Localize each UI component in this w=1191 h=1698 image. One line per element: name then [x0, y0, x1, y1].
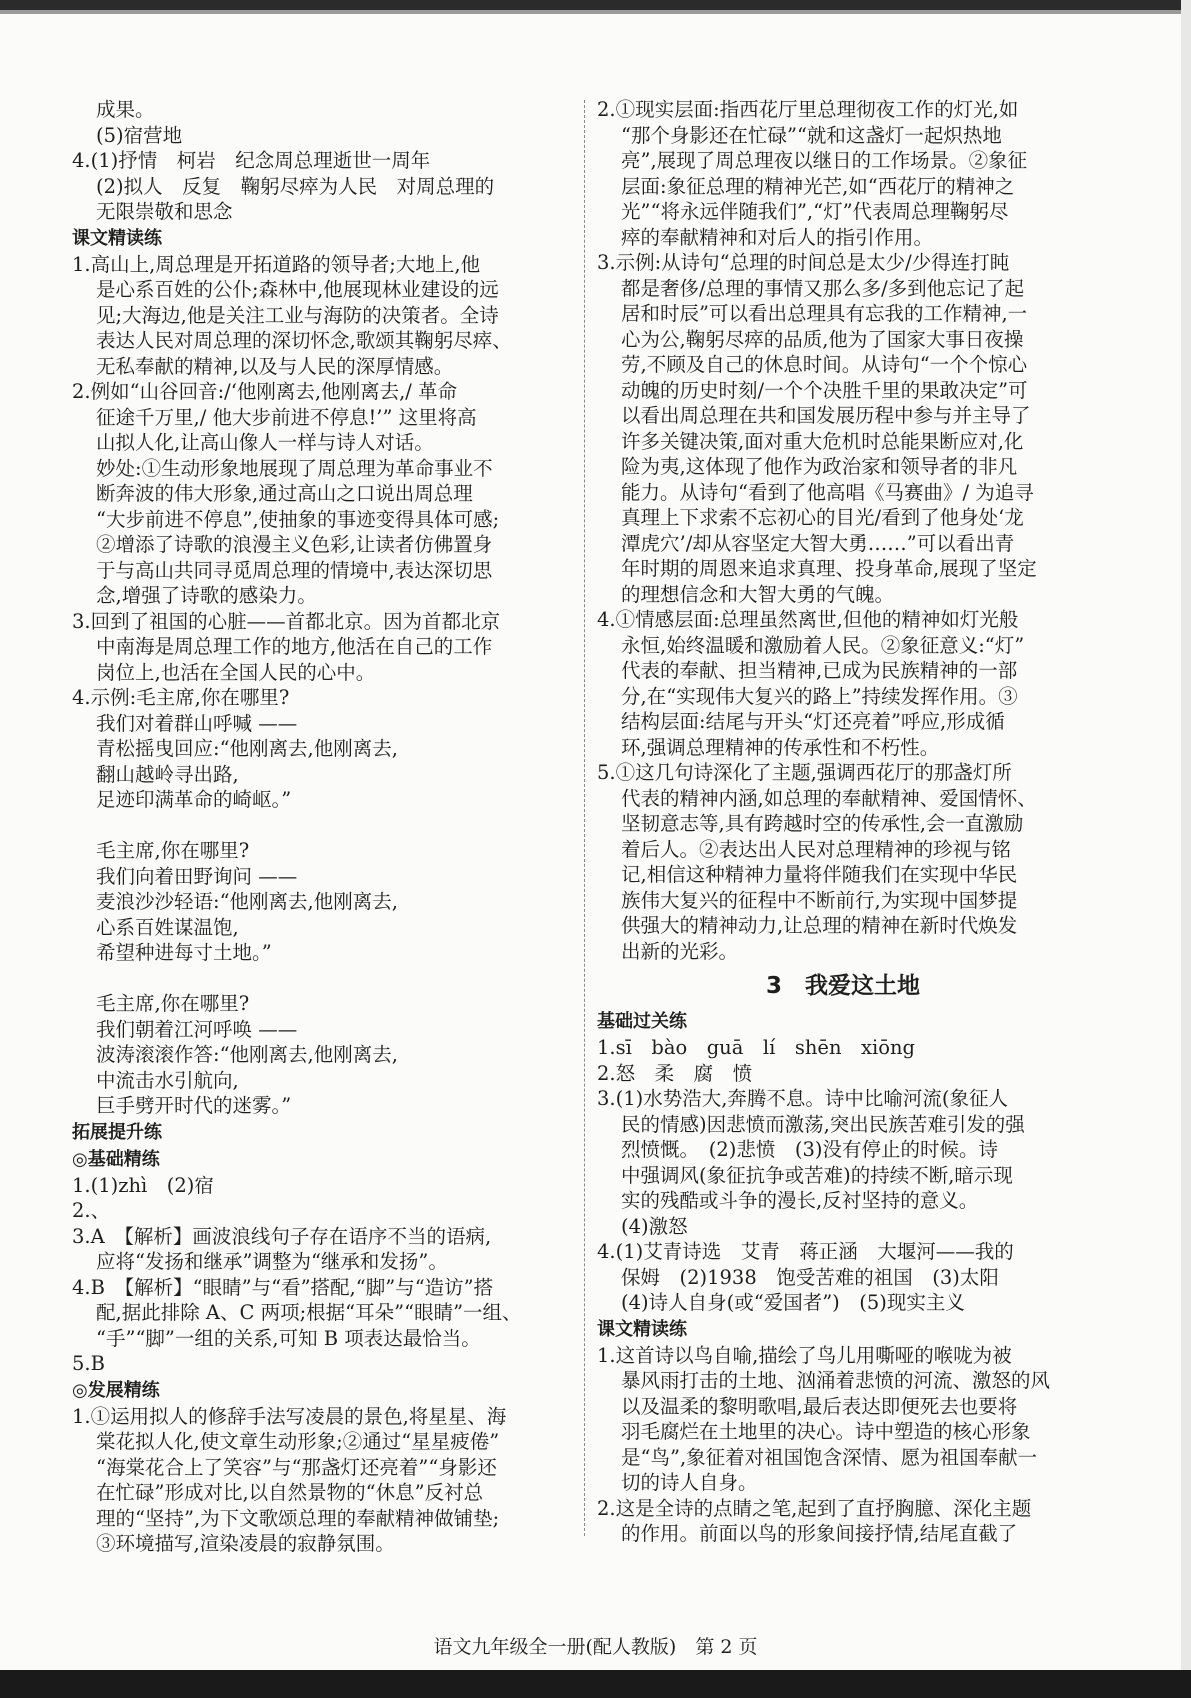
text-line: 断奔波的伟大形象,通过高山之口说出周总理 — [96, 482, 473, 505]
text-line: 1.这首诗以鸟自喻,描绘了鸟儿用嘶哑的喉咙为被 — [597, 1343, 1012, 1367]
text-line: 是心系百姓的公仆;森林中,他展现林业建设的远 — [96, 278, 499, 301]
left-column — [72, 97, 572, 1557]
text-line: 2.例如“山谷回音:/‘他刚离去,他刚离去,/ 革命 — [72, 380, 458, 403]
text-line: 配,据此排除 A、C 两项;根据“耳朵”“眼睛”一组、 — [96, 1301, 522, 1324]
text-line: 代表的奉献、担当精神,已成为民族精神的一部 — [621, 659, 1018, 682]
text-line: ②增添了诗歌的浪漫主义色彩,让读者仿佛置身 — [96, 533, 493, 556]
text-line: 1.①运用拟人的修辞手法写凌晨的景色,将星星、海 — [72, 1404, 507, 1428]
text-line: 在忙碌”形成对比,以自然景物的“休息”反衬总 — [96, 1481, 484, 1504]
text-line: 妙处:①生动形象地展现了周总理为革命事业不 — [96, 456, 493, 480]
text-line: 永恒,始终温暖和激励着人民。②象征意义:“灯” — [621, 633, 1025, 657]
text-line: 3.A 【解析】画波浪线句子存在语序不当的语病, — [72, 1224, 492, 1248]
text-line: 无限崇敬和思念 — [96, 200, 233, 223]
text-line: 3.示例:从诗句“总理的时间总是太少/少得连打盹 — [597, 251, 1010, 274]
text-line: 我们对着群山呼喊 —— — [96, 711, 298, 735]
text-line: 以及温柔的黎明歌唱,最后表达即便死去也要将 — [621, 1394, 1018, 1418]
text-line: 羽毛腐烂在土地里的决心。诗中塑造的核心形象 — [621, 1420, 1031, 1443]
text-line: 供强大的精神动力,让总理的精神在新时代焕发 — [621, 914, 1018, 937]
text-line: 2.这是全诗的点睛之笔,起到了直抒胸臆、深化主题 — [597, 1496, 1032, 1520]
text-line: 坚韧意志等,具有跨越时空的传承性,会一直激励 — [621, 812, 1024, 835]
text-line: 毛主席,你在哪里? — [96, 992, 250, 1015]
text-line: 民的情感)因悲愤而激荡,突出民族苦难引发的强 — [621, 1112, 1025, 1136]
text-line: 居和时辰”可以看出总理具有忘我的工作精神,一 — [621, 302, 1028, 325]
text-line: “那个身影还在忙碌”“就和这盏灯一起炽热地 — [621, 123, 1002, 147]
text-line: (2)拟人 反复 鞠躬尽瘁为人民 对周总理的 — [96, 174, 495, 198]
text-line: 棠花拟人化,使文章生动形象;②通过“星星疲倦” — [96, 1430, 500, 1453]
text-line: 2.①现实层面:指西花厅里总理彻夜工作的灯光,如 — [597, 98, 1019, 121]
text-line: 的理想信念和大智大勇的气魄。 — [621, 582, 895, 606]
text-line: 暴风雨打击的土地、汹涌着悲愤的河流、激怒的风 — [621, 1369, 1051, 1392]
text-line: 1.高山上,周总理是开拓道路的领导者;大地上,他 — [72, 252, 481, 276]
text-line: 山拟人化,让高山像人一样与诗人对话。 — [96, 431, 434, 454]
text-line: 见;大海边,他是关注工业与海防的决策者。全诗 — [96, 303, 499, 327]
text-line: 4.①情感层面:总理虽然离世,但他的精神如灯光般 — [597, 608, 1019, 631]
stanza-gap — [72, 966, 572, 992]
text-line: 1.sī bào guā lí shēn xiōng — [597, 1036, 916, 1059]
text-line: 中南海是周总理工作的地方,他活在自己的工作 — [96, 635, 493, 658]
scan-top-edge — [0, 0, 1191, 10]
text-line: 2.、 — [72, 1199, 111, 1222]
text-line: 3.(1)水势浩大,奔腾不息。诗中比喻河流(象征人 — [597, 1087, 1009, 1110]
text-line: 理的“坚持”,为下文歌颂总理的奉献精神做铺垫; — [96, 1506, 500, 1530]
text-line: 族伟大复兴的征程中不断前行,为实现中国梦提 — [621, 888, 1018, 912]
text-line: 真理上下求索不忘初心的目光/看到了他身处‘龙 — [621, 506, 1024, 529]
text-line: 应将“发扬和继承”调整为“继承和发扬”。 — [96, 1250, 448, 1273]
text-line: 希望种进每寸土地。” — [96, 941, 272, 964]
text-line: 2.怒 柔 腐 愤 — [597, 1061, 753, 1085]
text-line: 层面:象征总理的精神光芒,如“西花厅的精神之 — [621, 174, 1015, 198]
text-line: 出新的光彩。 — [621, 939, 739, 963]
text-line: 3.回到了祖国的心脏——首都北京。因为首都北京 — [72, 609, 501, 633]
text-line: (5)宿营地 — [96, 123, 183, 147]
section-heading: 基础过关练 — [597, 1011, 687, 1032]
text-line: 4.B 【解析】“眼睛”与“看”搭配,“脚”与“造访”搭 — [72, 1275, 494, 1299]
text-line: 险为夷,这体现了他作为政治家和领导者的非凡 — [621, 455, 1018, 478]
text-line: 成果。 — [96, 98, 155, 121]
text-line: 中强调风(象征抗争或苦难)的持续不断,暗示现 — [621, 1163, 1013, 1187]
stanza-gap — [72, 813, 572, 839]
text-line: 瘁的奉献精神和对后人的指引作用。 — [621, 225, 934, 249]
scan-bottom-edge — [0, 1670, 1191, 1698]
column-divider — [584, 100, 585, 1536]
text-line: 岗位上,也活在全国人民的心中。 — [96, 660, 376, 684]
text-line: 征途千万里,/ 他大步前进不停息!’” 这里将高 — [96, 405, 477, 429]
text-line: 以看出周总理在共和国发展历程中参与并主导了 — [621, 404, 1031, 427]
text-line: 心系百姓谋温饱, — [96, 915, 239, 939]
text-line: 心为公,鞠躬尽瘁的品质,他为了国家大事日夜操 — [621, 327, 1024, 351]
text-line: 于与高山共同寻觅周总理的情境中,表达深切思 — [96, 558, 493, 582]
text-line: 我们朝着江河呼唤 —— — [96, 1017, 298, 1041]
section-heading: 课文精读练 — [597, 1318, 687, 1340]
section-heading: ◎基础精练 — [72, 1148, 160, 1170]
section-heading: ◎发展精练 — [72, 1379, 160, 1401]
text-line: 巨手劈开时代的迷雾。” — [96, 1094, 292, 1117]
text-line: 结构层面:结尾与开头“灯还亮着”呼应,形成循 — [621, 710, 1005, 733]
text-line: 足迹印满革命的崎岖。” — [96, 788, 292, 811]
text-line: 青松摇曳回应:“他刚离去,他刚离去, — [96, 737, 398, 760]
text-line: 表达人民对周总理的深切怀念,歌颂其鞠躬尽瘁、 — [96, 329, 512, 352]
scan-right-edge — [1181, 0, 1191, 1698]
text-line: 是“鸟”,象征着对祖国饱含深情、愿为祖国奉献一 — [621, 1445, 1038, 1469]
text-line: 实的残酷或斗争的漫长,反衬坚持的意义。 — [621, 1189, 979, 1212]
text-line: 中流击水引航向, — [96, 1068, 239, 1092]
text-line: 能力。从诗句“看到了他高唱《马赛曲》/ 为追寻 — [621, 480, 1034, 504]
text-line: 亮”,展现了周总理夜以继日的工作场景。②象征 — [621, 149, 1028, 172]
text-line: 保姆 (2)1938 饱受苦难的祖国 (3)太阳 — [621, 1265, 999, 1289]
text-line: 分,在“实现伟大复兴的路上”持续发挥作用。③ — [621, 684, 1018, 708]
text-line: (4)激怒 — [621, 1214, 688, 1238]
text-line: 代表的精神内涵,如总理的奉献精神、爱国情怀、 — [621, 786, 1037, 810]
text-line: 劳,不顾及自己的休息时间。从诗句“一个个惊心 — [621, 353, 1028, 376]
section-heading: 课文精读练 — [72, 227, 162, 249]
text-line: 5.B — [72, 1352, 105, 1375]
page-footer: 语文九年级全一册(配人教版) 第 2 页 — [433, 1636, 758, 1658]
text-line: 潭虎穴’/却从容坚定大智大勇……”可以看出青 — [621, 531, 1015, 555]
scan-top-shadow — [0, 10, 1191, 14]
text-line: 我们向着田野询问 —— — [96, 864, 298, 888]
text-line: 切的诗人自身。 — [621, 1471, 758, 1494]
text-line: 翻山越岭寻出路, — [96, 762, 239, 786]
text-line: 波涛滚滚作答:“他刚离去,他刚离去, — [96, 1043, 398, 1066]
text-line: 1.(1)zhì (2)宿 — [72, 1173, 214, 1197]
text-line: 动魄的历史时刻/一个个决胜千里的果敢决定”可 — [621, 378, 1028, 402]
text-line: 的作用。前面以鸟的形象间接抒情,结尾直截了 — [621, 1522, 1018, 1545]
text-line: 烈愤慨。 (2)悲愤 (3)没有停止的时候。诗 — [621, 1138, 998, 1161]
text-line: 环,强调总理精神的传承性和不朽性。 — [621, 735, 940, 759]
text-line: 4.示例:毛主席,你在哪里? — [72, 686, 290, 709]
text-line: 着后人。②表达出人民对总理精神的珍视与铭 — [621, 837, 1012, 861]
text-line: 毛主席,你在哪里? — [96, 839, 250, 862]
text-line: 5.①这几句诗深化了主题,强调西花厅的那盏灯所 — [597, 761, 1012, 784]
text-line: 年时期的周恩来追求真理、投身革命,展现了坚定 — [621, 557, 1037, 580]
section-heading: 拓展提升练 — [72, 1121, 162, 1143]
text-line: 都是奢侈/总理的事情又那么多/多到他忘记了起 — [621, 276, 1025, 300]
text-line: 4.(1)艾青诗选 艾青 蒋正涵 大堰河——我的 — [597, 1240, 1014, 1263]
text-line: 4.(1)抒情 柯岩 纪念周总理逝世一周年 — [72, 149, 431, 172]
text-line: 念,增强了诗歌的感染力。 — [96, 584, 317, 607]
right-column — [597, 97, 1089, 1547]
text-line: “大步前进不停息”,使抽象的事迹变得具体可感; — [96, 507, 500, 531]
text-line: 麦浪沙沙轻语:“他刚离去,他刚离去, — [96, 890, 398, 913]
chapter-title: 3 我爱这土地 — [765, 973, 920, 999]
text-line: 许多关键决策,面对重大危机时总能果断应对,化 — [621, 429, 1024, 453]
text-line: ③环境描写,渲染凌晨的寂静氛围。 — [96, 1532, 395, 1555]
text-line: (4)诗人自身(或“爱国者”) (5)现实主义 — [621, 1291, 965, 1314]
text-line: 光”“将永远伴随我们”,“灯”代表周总理鞠躬尽 — [621, 200, 1009, 223]
text-line: 记,相信这种精神力量将伴随我们在实现中华民 — [621, 863, 1018, 886]
text-line: “海棠花合上了笑容”与“那盏灯还亮着”“身影还 — [96, 1455, 497, 1479]
text-line: “手”“脚”一组的关系,可知 B 项表达最恰当。 — [96, 1326, 481, 1350]
text-line: 无私奉献的精神,以及与人民的深厚情感。 — [96, 354, 454, 378]
